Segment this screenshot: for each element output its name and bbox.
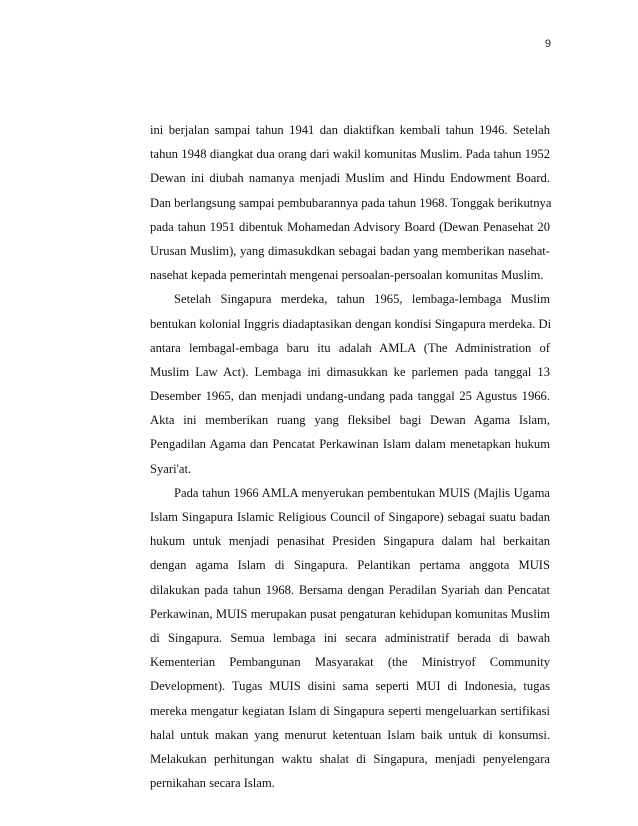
- text-line: Melakukan perhitungan waktu shalat di Singapura, menjadi penyelengara: [150, 751, 550, 766]
- text-line: Muslim Law Act). Lembaga ini dimasukkan ke parlemen pada tanggal 13: [150, 364, 550, 379]
- text-line: Islam Singapura Islamic Religious Council of Singapore) sebagai suatu badan: [150, 510, 550, 524]
- text-line: pernikahan secara Islam.: [150, 776, 275, 791]
- text-line: Urusan Muslim), yang dimasukdkan sebagai badan yang memberikan nasehat-: [150, 243, 550, 258]
- text-line: dilakukan pada tahun 1968. Bersama dengan Peradilan Syariah dan Pencatat: [150, 582, 550, 597]
- text-line: Development). Tugas MUIS disini sama seperti MUI di Indonesia, tugas: [150, 679, 550, 694]
- text-line: Dewan ini diubah namanya menjadi Muslim and Hindu Endowment Board.: [150, 171, 550, 186]
- text-line: antara lembagal-embaga baru itu adalah AMLA (The Administration of: [150, 340, 550, 355]
- text-line: Perkawinan, MUIS merupakan pusat pengaturan kehidupan komunitas Muslim: [150, 606, 550, 621]
- page-number: 9: [544, 38, 551, 50]
- text-line: Pada tahun 1966 AMLA menyerukan pembentukan MUIS (Majlis Ugama: [174, 485, 550, 500]
- text-line: halal untuk makan yang menurut ketentuan Islam baik untuk di konsumsi.: [150, 727, 550, 742]
- text-line: dengan agama Islam di Singapura. Pelantikan pertama anggota MUIS: [150, 558, 550, 573]
- text-line: Kementerian Pembangunan Masyarakat (the Ministryof Community: [150, 655, 550, 670]
- text-line: Desember 1965, dan menjadi undang-undang pada tanggal 25 Agustus 1966.: [150, 389, 550, 404]
- text-line: di Singapura. Semua lembaga ini secara administratif berada di bawah: [150, 630, 550, 645]
- document-body: [150, 118, 550, 795]
- text-line: tahun 1948 diangkat dua orang dari wakil komunitas Muslim. Pada tahun 1952: [150, 147, 550, 162]
- text-line: nasehat kepada pemerintah mengenai persoalan-persoalan komunitas Muslim.: [150, 268, 544, 283]
- text-line: Syari'at.: [150, 461, 192, 476]
- text-line: Akta ini memberikan ruang yang fleksibel bagi Dewan Agama Islam,: [150, 413, 550, 428]
- text-line: ini berjalan sampai tahun 1941 dan diaktifkan kembali tahun 1946. Setelah: [150, 123, 550, 137]
- text-line: bentukan kolonial Inggris diadaptasikan dengan kondisi Singapura merdeka. Di: [150, 316, 552, 331]
- text-line: Dan berlangsung sampai pembubarannya pada tahun 1968. Tonggak berikutnya: [150, 195, 552, 210]
- text-line: mereka mengatur kegiatan Islam di Singapura seperti mengeluarkan sertifikasi: [150, 703, 550, 718]
- text-line: Setelah Singapura merdeka, tahun 1965, lembaga-lembaga Muslim: [174, 292, 550, 307]
- text-line: pada tahun 1951 dibentuk Mohamedan Advisory Board (Dewan Penasehat 20: [150, 219, 550, 234]
- text-line: hukum untuk menjadi penasihat Presiden Singapura dalam hal berkaitan: [150, 534, 550, 549]
- text-line: Pengadilan Agama dan Pencatat Perkawinan Islam dalam menetapkan hukum: [150, 437, 550, 452]
